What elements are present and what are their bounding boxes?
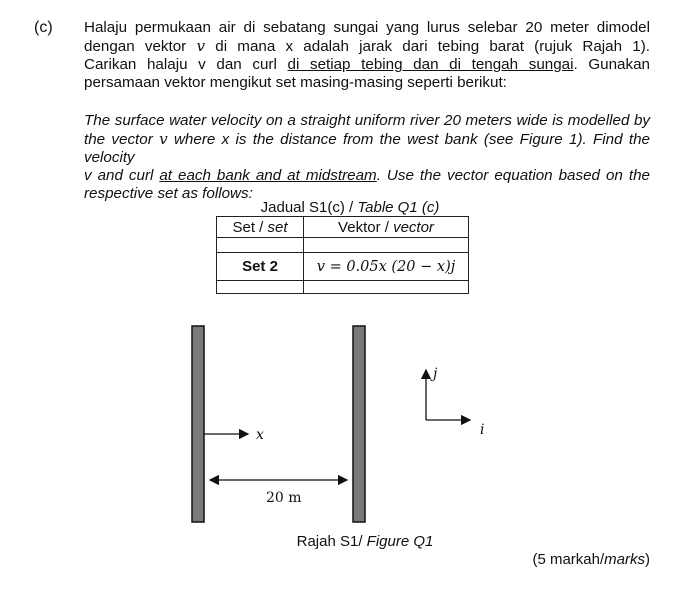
figure-caption: Rajah S1/ Figure Q1: [296, 533, 434, 550]
malay-line-1: Halaju permukaan air di sebatang sungai yang lurus selebar 20 meter dimodel: [84, 19, 650, 36]
j-label: j: [433, 366, 438, 382]
x-label: x: [256, 427, 264, 443]
underlined-phrase-english: at each bank and at midstream: [159, 167, 377, 184]
set-cell: Set 2: [217, 253, 304, 281]
equation-cell: v = 0.05x (20 − x)j: [304, 253, 469, 281]
malay-line-4: persamaan vektor mengikut set masing-masing seperti berikut:: [84, 74, 507, 91]
malay-line-3: Carikan halaju v dan curl di setiap tebing dan di tengah sungai. Gunakan: [84, 56, 650, 73]
question-label: (c): [34, 19, 53, 36]
table-caption: Jadual S1(c) / Table Q1 (c): [260, 199, 440, 216]
english-line-4: respective set as follows:: [84, 185, 253, 202]
marks-label: (5 markah/marks): [532, 551, 650, 568]
vector-symbol-en: v: [159, 130, 168, 148]
east-bank: [353, 326, 365, 522]
vector-symbol: v: [196, 37, 206, 55]
west-bank: [192, 326, 204, 522]
underlined-phrase-malay: di setiap tebing dan di tengah sungai: [287, 56, 574, 73]
header-set: Set / set: [217, 217, 304, 238]
malay-line-2: dengan vektor v di mana x adalah jarak dari tebing barat (rujuk Rajah 1).: [84, 37, 650, 55]
width-label: 20 m: [266, 490, 302, 506]
english-line-3: v and curl at each bank and at midstream. Use the vector equation based on the: [84, 167, 650, 184]
header-vector: Vektor / vector: [304, 217, 469, 238]
i-label: i: [480, 422, 485, 438]
english-line-1: The surface water velocity on a straight uniform river 20 meters wide is modelled by: [84, 112, 650, 129]
english-line-2: the vector v where x is the distance from the west bank (see Figure 1). Find the velocity: [84, 130, 650, 166]
